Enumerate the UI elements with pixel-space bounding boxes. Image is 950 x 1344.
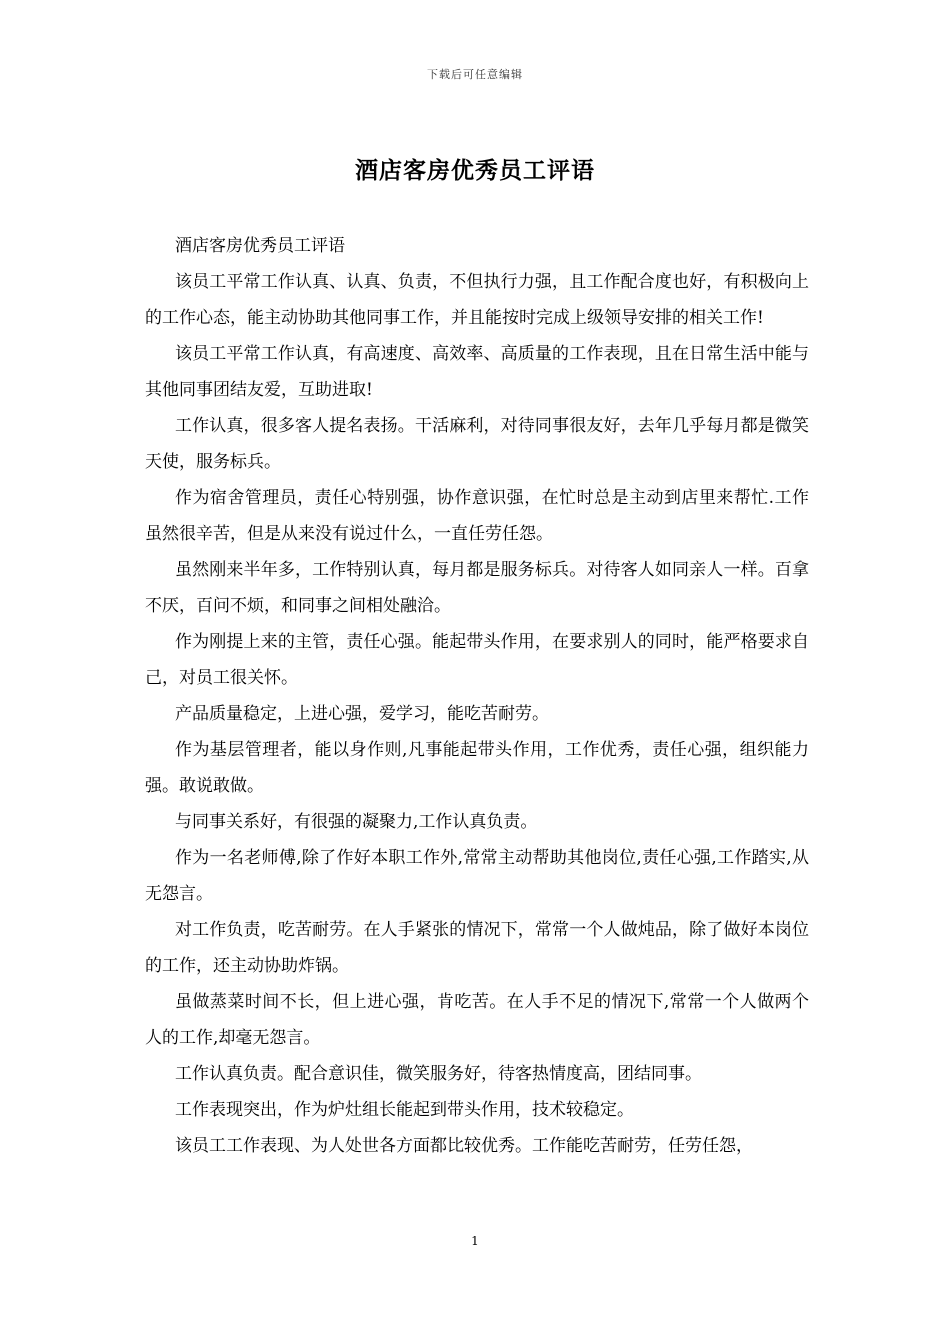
paragraph: 作为刚提上来的主管，责任心强。能起带头作用，在要求别人的同时，能严格要求自己，对员工很关怀。 xyxy=(145,632,809,688)
paragraph: 酒店客房优秀员工评语 xyxy=(175,236,345,256)
paragraph: 工作认真，很多客人提名表扬。干活麻利，对待同事很友好，去年几乎每月都是微笑天使，服务标兵。 xyxy=(145,416,809,472)
paragraph: 产品质量稳定，上进心强，爱学习，能吃苦耐劳。 xyxy=(175,704,549,724)
paragraph: 对工作负责，吃苦耐劳。在人手紧张的情况下，常常一个人做炖品，除了做好本岗位的工作，还主动协助炸锅。 xyxy=(145,920,809,976)
paragraph: 该员工平常工作认真、认真、负责，不但执行力强，且工作配合度也好，有积极向上的工作心态，能主动协助其他同事工作，并且能按时完成上级领导安排的相关工作! xyxy=(145,272,809,328)
paragraph: 该员工工作表现、为人处世各方面都比较优秀。工作能吃苦耐劳，任劳任怨， xyxy=(175,1136,753,1156)
page-number: 1 xyxy=(471,1234,479,1248)
paragraph: 作为宿舍管理员，责任心特别强，协作意识强，在忙时总是主动到店里来帮忙.工作虽然很辛苦，但是从来没有说过什么，一直任劳任怨。 xyxy=(145,488,809,544)
page-header: 下载后可任意编辑 xyxy=(427,68,523,81)
paragraph: 工作表现突出，作为炉灶组长能起到带头作用，技术较稳定。 xyxy=(175,1100,634,1120)
document-body xyxy=(145,228,809,1164)
paragraph: 作为一名老师傅,除了作好本职工作外,常常主动帮助其他岗位,责任心强,工作踏实,从无怨言。 xyxy=(145,848,809,904)
paragraph: 虽做蒸菜时间不长，但上进心强，肯吃苦。在人手不足的情况下,常常一个人做两个人的工作,却毫无怨言。 xyxy=(145,992,809,1048)
paragraph: 该员工平常工作认真，有高速度、高效率、高质量的工作表现，且在日常生活中能与其他同事团结友爱，互助进取! xyxy=(145,344,809,400)
paragraph: 作为基层管理者，能以身作则,凡事能起带头作用，工作优秀，责任心强，组织能力强。敢说敢做。 xyxy=(145,740,809,796)
paragraph: 工作认真负责。配合意识佳，微笑服务好，待客热情度高，团结同事。 xyxy=(175,1064,702,1084)
paragraph: 与同事关系好，有很强的凝聚力,工作认真负责。 xyxy=(175,812,538,832)
document-title: 酒店客房优秀员工评语 xyxy=(355,157,595,184)
paragraph: 虽然刚来半年多，工作特别认真，每月都是服务标兵。对待客人如同亲人一样。百拿不厌，百问不烦，和同事之间相处融洽。 xyxy=(145,560,809,616)
